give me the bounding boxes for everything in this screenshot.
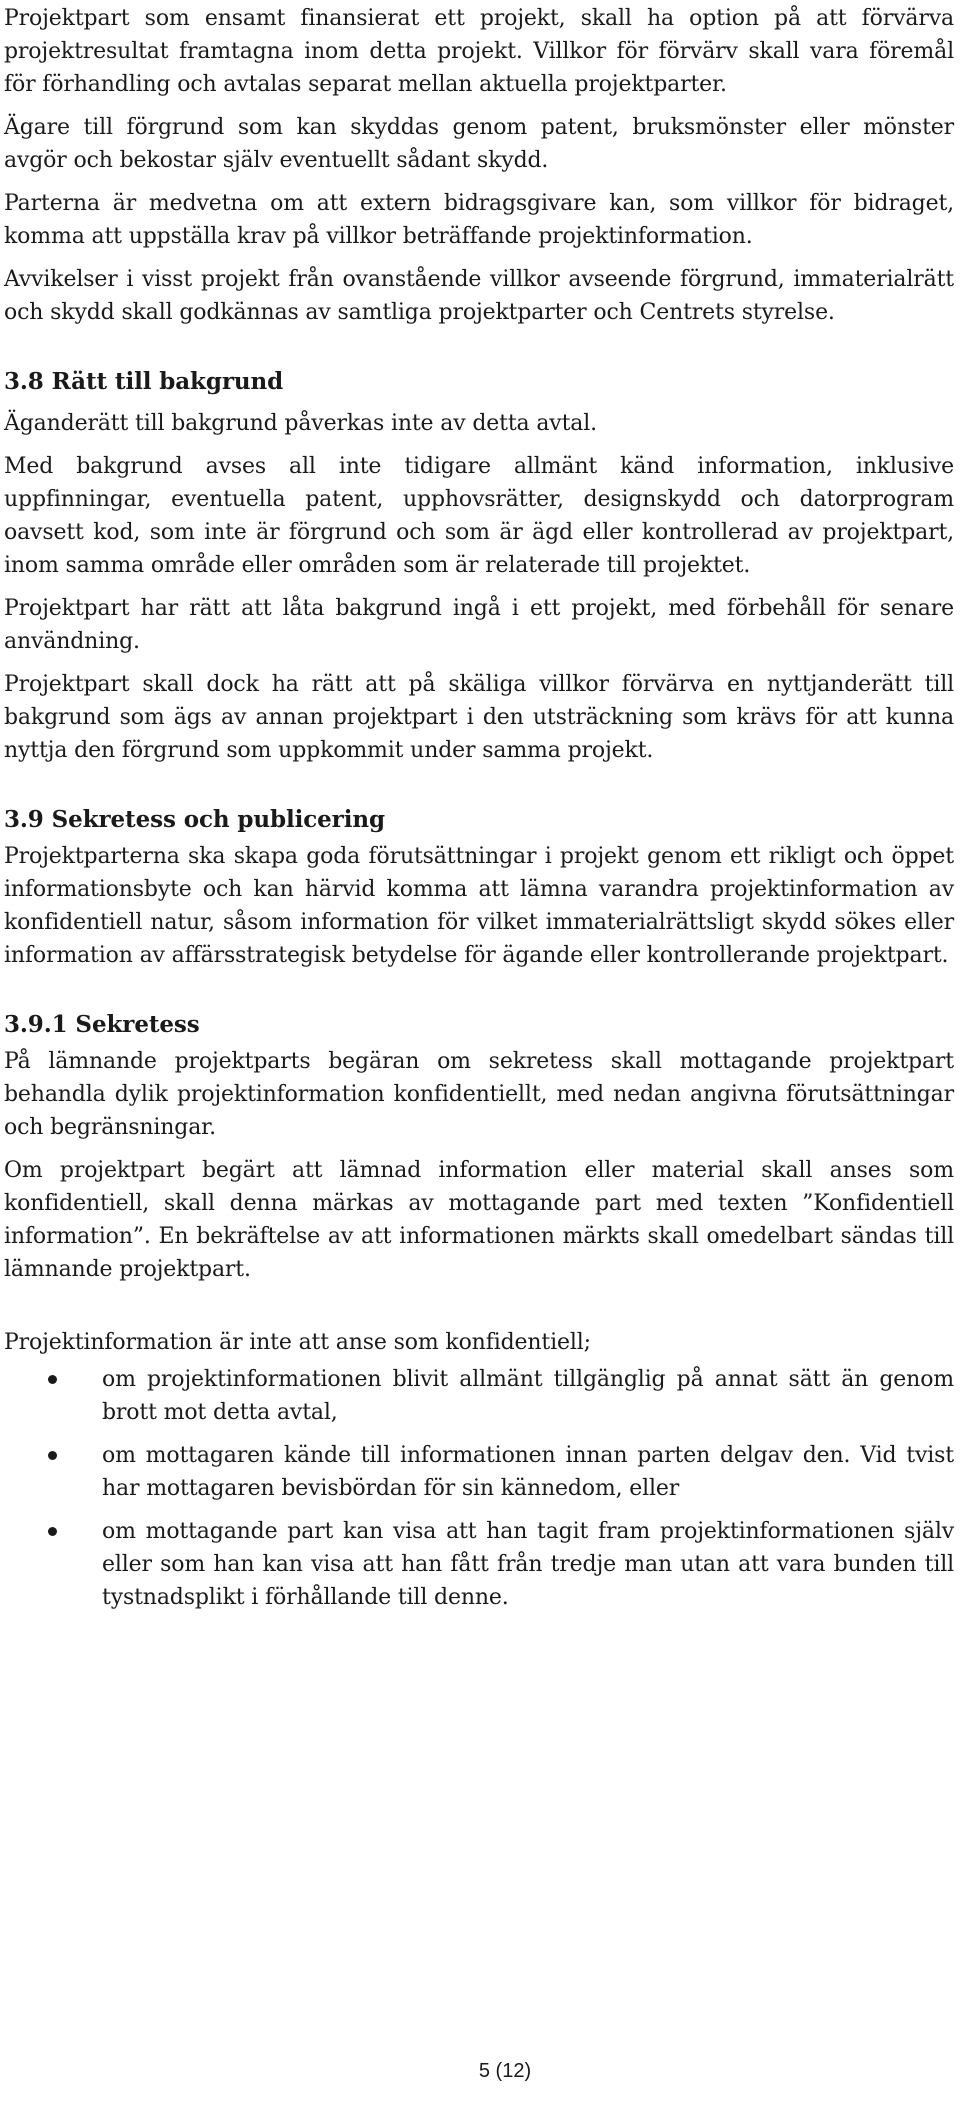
paragraph-aganderatt: Äganderätt till bakgrund påverkas inte av detta avtal. xyxy=(4,411,597,436)
document-body xyxy=(4,0,954,1614)
exceptions-list xyxy=(4,1363,954,1614)
paragraph-skydd: Ägare till förgrund som kan skyddas genom patent, bruksmönster eller mönster avgör och bekostar själv eventuellt sådant skydd. xyxy=(4,115,954,173)
paragraph-avvikelser: Avvikelser i visst projekt från ovanstående villkor avseende förgrund, immaterialrätt och skydd skall godkännas av samtliga projektparter och Centrets styrelse. xyxy=(4,267,954,325)
paragraph-sekretess-begaran: På lämnande projektparts begäran om sekretess skall mottagande projektpart behandla dylik projektinformation konfidentiellt, med nedan angivna förutsättningar och begränsningar. xyxy=(4,1049,954,1140)
list-item: om projektinformationen blivit allmänt tillgänglig på annat sätt än genom brott mot detta avtal, xyxy=(4,1363,954,1429)
paragraph-bakgrund-inga: Projektpart har rätt att låta bakgrund ingå i ett projekt, med förbehåll för senare användning. xyxy=(4,596,954,654)
section-heading-3-8: 3.8 Rätt till bakgrund xyxy=(4,368,284,395)
list-intro: Projektinformation är inte att anse som konfidentiell; xyxy=(4,1330,591,1355)
section-heading-3-9: 3.9 Sekretess och publicering xyxy=(4,806,385,833)
paragraph-nyttjanderatt: Projektpart skall dock ha rätt att på skäliga villkor förvärva en nyttjanderätt till bakgrund som ägs av annan projektpart i den utsträckning som krävs för att kunna nyttja den förgrund som uppkommit under samma projekt. xyxy=(4,672,954,763)
list-item: om mottagaren kände till informationen innan parten delgav den. Vid tvist har mottagaren bevisbördan för sin kännedom, eller xyxy=(4,1439,954,1505)
section-heading-3-9-1: 3.9.1 Sekretess xyxy=(4,1011,200,1038)
paragraph-markning: Om projektpart begärt att lämnad information eller material skall anses som konfidentiell, skall denna märkas av mottagande part med texten ”Konfidentiell information”. En bekräftelse av att informationen märkts skall omedelbart sändas till lämnande projektpart. xyxy=(4,1158,954,1282)
paragraph-informationsbyte: Projektparterna ska skapa goda förutsättningar i projekt genom ett rikligt och öppet informationsbyte och kan härvid komma att lämna varandra projektinformation av konfidentiell natur, såsom information för vilket immaterialrättsligt skydd sökes eller information av affärsstrategisk betydelse för ägande eller kontrollerande projektpart. xyxy=(4,844,954,968)
paragraph-bidragsgivare: Parterna är medvetna om att extern bidragsgivare kan, som villkor för bidraget, komma att uppställa krav på villkor beträffande projektinformation. xyxy=(4,191,954,249)
paragraph-option-forvarv: Projektpart som ensamt finansierat ett projekt, skall ha option på att förvärva projektresultat framtagna inom detta projekt. Villkor för förvärv skall vara föremål för förhandling och avtalas separat mellan aktuella projektparter. xyxy=(4,6,954,97)
page-number: 5 (12) xyxy=(478,2060,532,2082)
paragraph-bakgrund-definition: Med bakgrund avses all inte tidigare allmänt känd information, inklusive uppfinningar, eventuella patent, upphovsrätter, designskydd och datorprogram oavsett kod, som inte är förgrund och som är ägd eller kontrollerad av projektpart, inom samma område eller områden som är relaterade till projektet. xyxy=(4,454,954,578)
document-page xyxy=(4,0,954,1624)
list-item: om mottagande part kan visa att han tagit fram projektinformationen själv eller som han kan visa att han fått från tredje man utan att vara bunden till tystnadsplikt i förhållande till denne. xyxy=(4,1515,954,1614)
